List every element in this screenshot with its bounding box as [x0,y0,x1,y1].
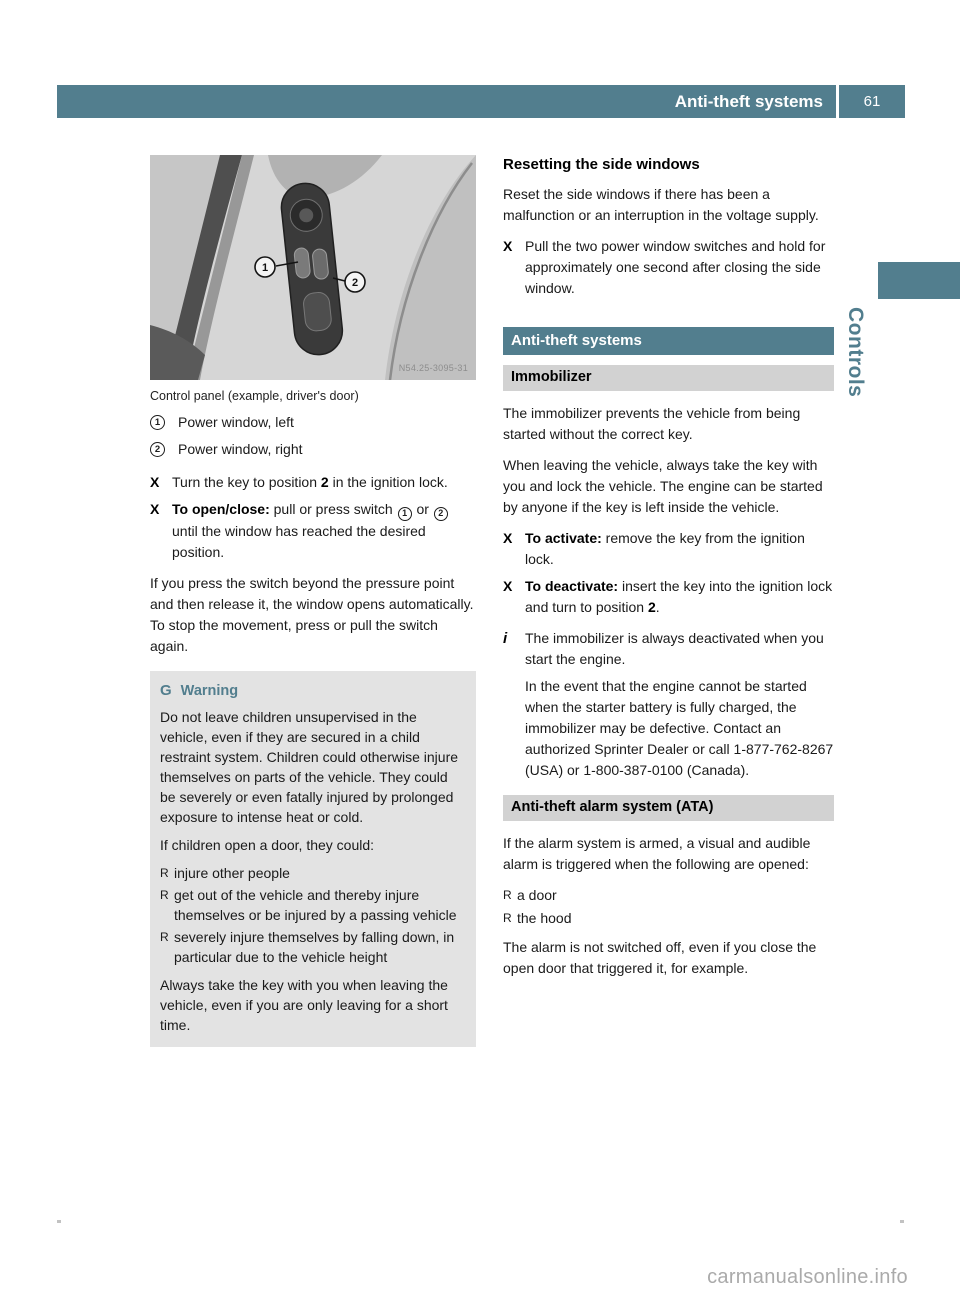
note-line [503,628,834,670]
bullet-text: injure other people [174,864,290,881]
page-corner-mark [900,1220,904,1223]
sub-header-ata: Anti-theft alarm system (ATA) [503,795,834,821]
callout-2-number: 2 [351,277,359,289]
warning-paragraph: Do not leave children unsupervised in the vehicle, even if they are secured in a child restraint system. Children could otherwise injure themselves on parts of the vehicle. They could be severely or even fatally injured by prolonged exposure to intense heat or cold. [160,708,459,825]
body-paragraph: When leaving the vehicle, always take the key with you and lock the vehicle. The engine can be started by anyone if the key is left inside the vehicle. [503,457,823,515]
instruction-pull-switches [503,236,834,299]
sub-header-immobilizer: Immobilizer [503,365,834,391]
instruction-open-close [150,499,476,563]
instruction-text: remove the key from the ignition lock. [525,530,805,567]
body-paragraph: The alarm is not switched off, even if you close the open door that triggered it, for example. [503,939,817,976]
instruction-text: until the window has reached the desired position. [172,522,426,560]
instruction-bold: 2 [320,474,329,490]
instruction-text: Pull the two power window switches and hold for approximately one second after closing the side window. [525,238,826,296]
section-header-anti-theft: Anti-theft systems [503,327,834,355]
instruction-lead: To deactivate: [525,578,619,594]
instruction-text: . [655,599,660,615]
bullet-marker-icon: R [503,888,512,902]
bullet-text: severely injure themselves by falling down, in particular due to the vehicle height [174,928,455,965]
body-paragraph: The immobilizer prevents the vehicle from being started without the correct key. [503,405,801,442]
legend-label: Power window, left [178,414,294,430]
warning-paragraph: If children open a door, they could: [160,836,375,853]
bullet-text: a door [517,887,557,903]
instruction-turn-key [150,472,476,493]
instruction-deactivate [503,576,834,618]
page-corner-mark [57,1220,61,1223]
list-item [160,885,466,925]
instruction-bold: 2 [647,599,656,615]
warning-bullet-list [160,863,466,967]
watermark-text: carmanualsonline.info [707,1266,908,1288]
instruction-text: in the ignition lock. [328,474,448,490]
bullet-marker-icon: R [160,929,169,944]
body-paragraph: If the alarm system is armed, a visual and audible alarm is triggered when the following are opened: [503,835,811,872]
page-header [57,85,905,118]
control-panel-figure [150,155,476,380]
instruction-lead: To open/close: [172,501,270,517]
instruction-text: insert the key into the ignition lock and turn to position [525,578,833,615]
legend-label: Power window, right [178,441,303,457]
chapter-thumb-marker [878,262,960,299]
info-note [503,628,834,781]
header-section-title: Anti-theft systems [674,91,823,111]
list-item [503,908,834,929]
warning-header [160,680,466,701]
list-item [160,927,466,967]
bullet-text: the hood [517,910,572,926]
instruction-marker-icon: X [503,238,513,254]
figure-image-id: N54.25-3095-31 [398,363,468,373]
body-paragraph: Reset the side windows if there has been a malfunction or an interruption in the voltage supply. [503,186,819,223]
callout-1-number: 1 [261,262,269,274]
legend-item [150,439,476,460]
circled-1-icon: 1 [398,507,412,521]
circled-2-icon: 2 [150,442,165,457]
instruction-text: pull or press switch [269,501,397,517]
instruction-marker-icon: X [150,501,160,517]
bullet-marker-icon: R [503,911,512,925]
instruction-lead: To activate: [525,530,602,546]
list-item [160,863,466,883]
figure-caption: Control panel (example, driver's door) [150,389,359,403]
info-icon: i [503,630,508,647]
instruction-activate [503,528,834,570]
bullet-marker-icon: R [160,865,169,880]
list-item [503,885,834,906]
bullet-text: get out of the vehicle and thereby injure themselves or be injured by a passing vehicle [174,886,457,923]
circled-1-icon: 1 [150,415,165,430]
legend-item [150,412,476,433]
warning-paragraph: Always take the key with you when leaving the vehicle, even if you are only leaving for a short time. [160,976,448,1033]
instruction-marker-icon: X [503,578,513,594]
chapter-tab-label: Controls [844,307,867,398]
note-paragraph: In the event that the engine cannot be started when the starter battery is fully charged, the immobilizer may be defective. Contact an authorized Sprinter Dealer or call 1-877-762-8267 (USA) or 1-800-387-0100 (Canada). [525,678,834,778]
warning-box [150,671,476,1047]
bullet-marker-icon: R [160,887,169,902]
instruction-text: Turn the key to position [172,474,321,490]
section-heading: Resetting the side windows [503,156,700,173]
instruction-text: or [412,501,433,517]
warning-symbol-icon: G [160,681,172,699]
page-number: 61 [863,93,881,110]
warning-title: Warning [180,682,239,699]
note-text: The immobilizer is always deactivated when you start the engine. [525,630,824,667]
instruction-marker-icon: X [503,530,513,546]
circled-2-icon: 2 [434,507,448,521]
body-paragraph: If you press the switch beyond the pressure point and then release it, the window opens automatically. To stop the movement, press or pull the switch again. [150,574,474,654]
instruction-marker-icon: X [150,474,160,490]
right-column [503,155,834,989]
left-column [150,155,476,1047]
